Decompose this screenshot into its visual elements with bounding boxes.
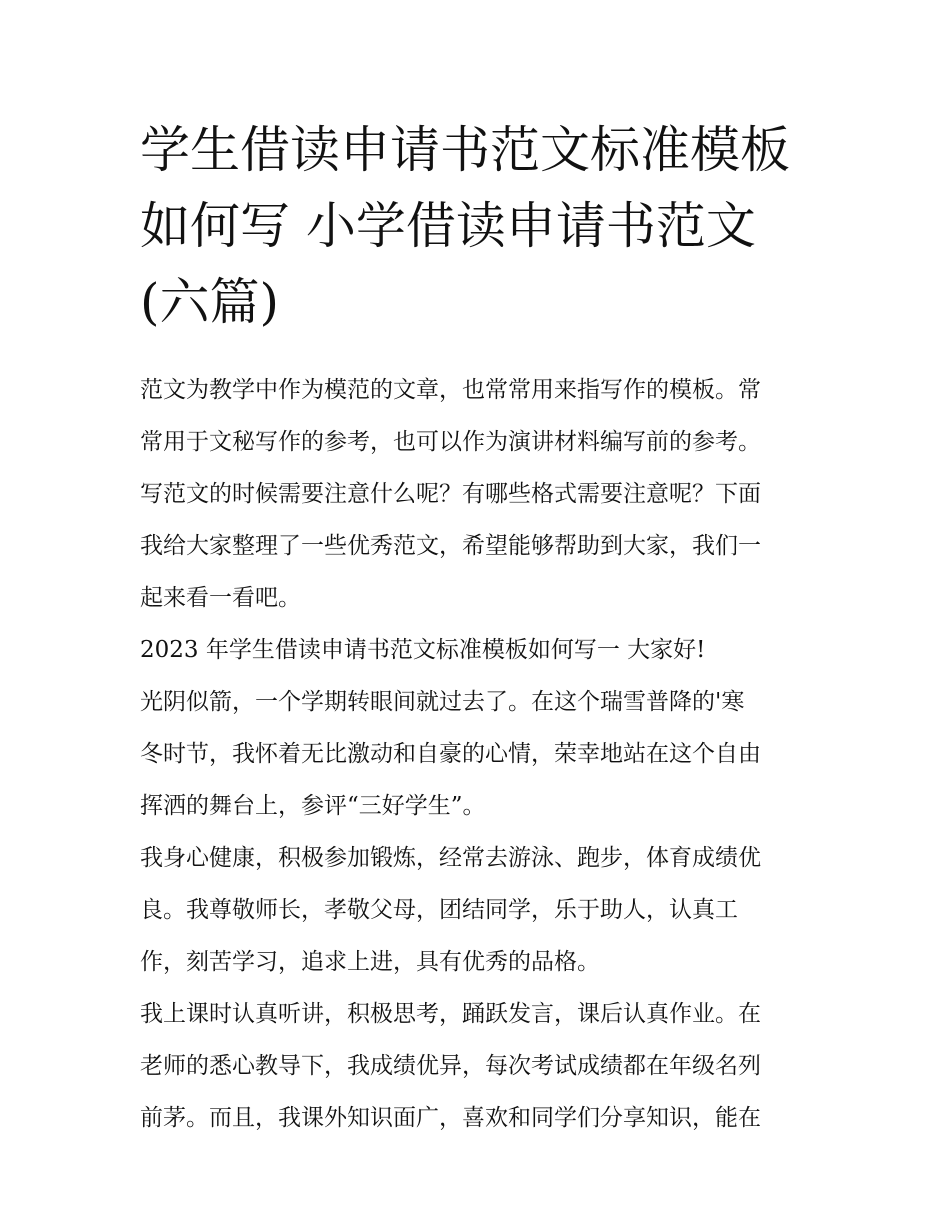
paragraph-line: 作，刻苦学习，追求上进，具有优秀的品格。 [140, 949, 600, 975]
paragraph-line: 我给大家整理了一些优秀范文，希望能够帮助到大家，我们一 [140, 533, 761, 559]
paragraph-3 [140, 676, 812, 832]
paragraph-line: 范文为教学中作为模范的文章，也常常用来指写作的模板。常 [140, 377, 761, 403]
paragraph-line: 2023 年学生借读申请书范文标准模板如何写一 大家好! [140, 637, 706, 663]
paragraph-line: 写范文的时候需要注意什么呢？有哪些格式需要注意呢？下面 [140, 481, 761, 507]
title-line-2: 如何写 小学借读申请书范文 [140, 197, 756, 255]
document-body [140, 364, 812, 1144]
paragraph-line: 我上课时认真听讲，积极思考，踊跃发言，课后认真作业。在 [140, 1001, 761, 1027]
paragraph-line: 挥洒的舞台上，参评“三好学生”。 [140, 793, 486, 819]
paragraph-line: 我身心健康，积极参加锻炼，经常去游泳、跑步，体育成绩优 [140, 845, 761, 871]
title-line-3: (六篇) [140, 273, 280, 331]
paragraph-line: 良。我尊敬师长，孝敬父母，团结同学，乐于助人，认真工 [140, 897, 738, 923]
paragraph-line: 前茅。而且，我课外知识面广，喜欢和同学们分享知识，能在 [140, 1105, 761, 1131]
paragraph-line: 起来看一看吧。 [140, 585, 301, 611]
paragraph-intro [140, 364, 812, 624]
paragraph-line: 老师的悉心教导下，我成绩优异，每次考试成绩都在年级名列 [140, 1053, 761, 1079]
paragraph-5 [140, 988, 812, 1144]
paragraph-line: 冬时节，我怀着无比激动和自豪的心情，荣幸地站在这个自由 [140, 741, 761, 767]
paragraph-line: 光阴似箭，一个学期转眼间就过去了。在这个瑞雪普降的'寒 [140, 689, 745, 715]
paragraph-heading [140, 624, 812, 676]
paragraph-line: 常用于文秘写作的参考，也可以作为演讲材料编写前的参考。 [140, 429, 761, 455]
title-line-1: 学生借读申请书范文标准模板 [140, 121, 790, 179]
document-content [140, 112, 812, 1144]
paragraph-4 [140, 832, 812, 988]
document-title [140, 112, 812, 340]
